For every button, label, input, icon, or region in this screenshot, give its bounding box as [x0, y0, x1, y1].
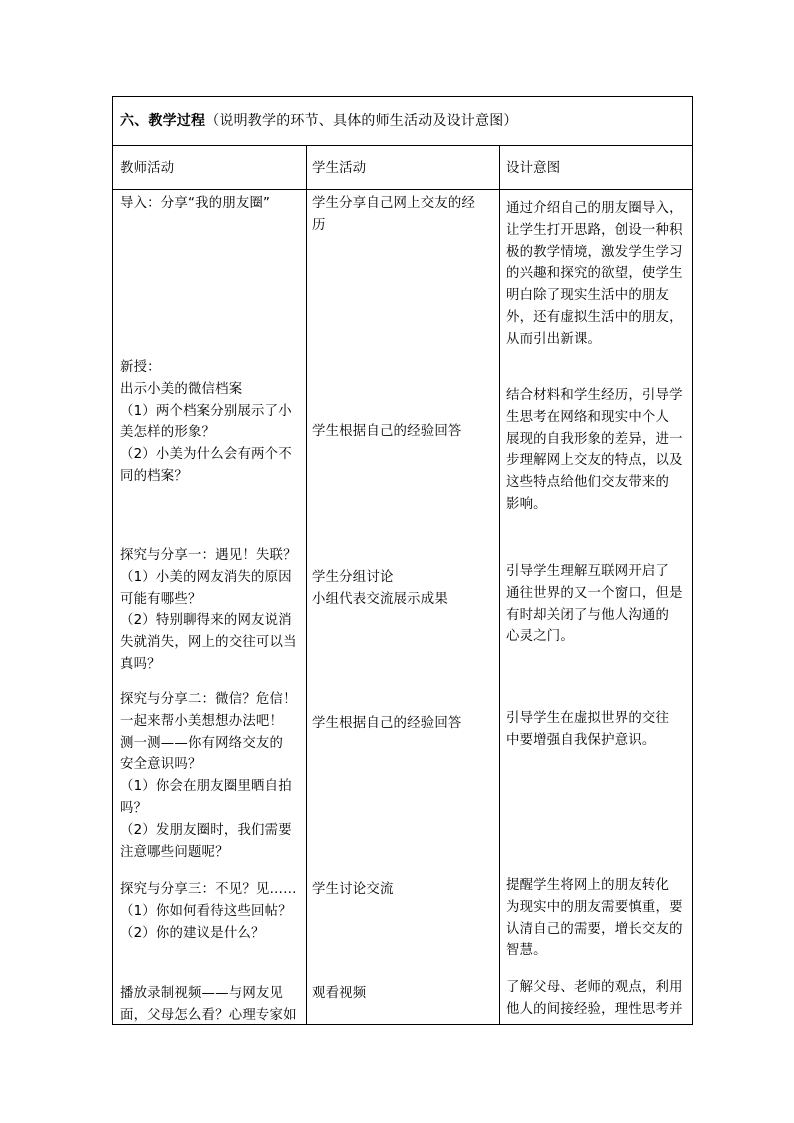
text-line: 可能有哪些？ — [120, 591, 202, 607]
text-line: 注意哪些问题呢？ — [120, 844, 229, 860]
text-line: 明白除了现实生活中的朋友 — [506, 288, 670, 304]
row-3-student — [312, 567, 448, 611]
section-title-note: （说明教学的环节、具体的师生活动及设计意图） — [205, 113, 518, 129]
text-line: 探究与分享三：不见？见…… — [120, 882, 297, 897]
row-3-design — [506, 561, 683, 648]
text-line: 智慧。 — [506, 943, 547, 959]
row-5-design — [506, 875, 683, 962]
row-1-design — [506, 198, 683, 351]
text-line: 小组代表交流展示成果 — [312, 591, 448, 607]
text-line: 引导学生在虚拟世界的交往 — [506, 711, 670, 726]
text-line: 出示小美的微信档案 — [120, 381, 243, 397]
section-title — [120, 111, 518, 131]
section-title-bold: 六、教学过程 — [120, 113, 206, 129]
header-student-activity: 学生活动 — [312, 161, 367, 176]
text-line: 极的教学情境，激发学生学习 — [506, 244, 683, 260]
text-line: 通过介绍自己的朋友圈导入， — [506, 201, 683, 216]
text-line: 心灵之门。 — [506, 629, 574, 645]
text-line: 观看视频 — [312, 986, 367, 1001]
text-line: 生思考在网络和现实中个人 — [506, 409, 670, 425]
row-4-student — [312, 713, 462, 735]
text-line: 这些特点给他们交友带来的 — [506, 475, 670, 491]
text-line: 安全意识吗？ — [120, 757, 202, 773]
text-line: 学生根据自己的经验回答 — [312, 424, 462, 439]
text-line: （2）发朋友圈时，我们需要 — [120, 822, 292, 838]
row-2-design — [506, 385, 683, 516]
row-4-teacher — [120, 689, 297, 863]
text-line: 让学生打开思路，创设一种积 — [506, 222, 683, 238]
header-divider — [113, 189, 692, 190]
text-line: 面，父母怎么看？心理专家如 — [120, 1007, 297, 1023]
row-6-design — [506, 977, 683, 1021]
text-line: 有时却关闭了与他人沟通的 — [506, 607, 670, 623]
text-line: （1）你如何看待这些回帖？ — [120, 903, 292, 919]
text-line: 影响。 — [506, 496, 547, 512]
text-line: 美怎样的形象？ — [120, 425, 216, 441]
text-line: 为现实中的朋友需要慎重，要 — [506, 899, 683, 915]
row-3-teacher — [120, 545, 297, 676]
text-line: 新授： — [120, 360, 161, 375]
text-line: 外，还有虚拟生活中的朋友， — [506, 309, 683, 325]
text-line: 失就消失，网上的交往可以当 — [120, 635, 297, 651]
text-line: （1）你会在朋友圈里晒自拍 — [120, 779, 292, 795]
text-line: 吗？ — [120, 800, 148, 816]
column-divider-1 — [306, 146, 307, 1024]
text-line: 学生讨论交流 — [312, 882, 394, 897]
row-5-teacher — [120, 879, 297, 944]
row-4-design — [506, 708, 669, 752]
text-line: 认清自己的需要，增长交友的 — [506, 921, 683, 937]
header-teacher-activity: 教师活动 — [120, 161, 175, 176]
teaching-process-table — [112, 96, 693, 1025]
text-line: （1）两个档案分别展示了小 — [120, 403, 292, 419]
text-line: 学生分组讨论 — [312, 570, 394, 585]
text-line: 学生根据自己的经验回答 — [312, 716, 462, 731]
text-line: 引导学生理解互联网开启了 — [506, 564, 670, 579]
text-line: 的兴趣和探究的欲望，使学生 — [506, 266, 683, 282]
text-line: 中要增强自我保护意识。 — [506, 732, 656, 748]
text-line: 真吗？ — [120, 656, 161, 672]
column-divider-2 — [499, 146, 500, 1024]
text-line: （2）特别聊得来的网友说消 — [120, 613, 292, 629]
title-divider — [113, 145, 692, 146]
text-line: 了解父母、老师的观点，利用 — [506, 980, 683, 995]
text-line: 导入：分享“我的朋友圈” — [120, 196, 271, 211]
header-design-intent: 设计意图 — [506, 161, 561, 176]
text-line: 从而引出新课。 — [506, 331, 602, 347]
text-line: （2）你的建议是什么？ — [120, 925, 265, 941]
row-2-teacher — [120, 357, 292, 488]
row-2-student — [312, 421, 462, 443]
text-line: 提醒学生将网上的朋友转化 — [506, 878, 670, 893]
text-line: 一起来帮小美想想办法吧！ — [120, 713, 284, 729]
text-line: 结合材料和学生经历，引导学 — [506, 388, 683, 403]
text-line: 同的档案？ — [120, 468, 188, 484]
row-1-student — [312, 193, 475, 237]
text-line: 探究与分享一：遇见！失联？ — [120, 548, 297, 563]
text-line: 步理解网上交友的特点，以及 — [506, 453, 683, 469]
text-line: 展现的自我形象的差异，进一 — [506, 431, 683, 447]
text-line: 他人的间接经验，理性思考并 — [506, 1001, 683, 1017]
text-line: 测一测——你有网络交友的 — [120, 735, 284, 751]
text-line: 播放录制视频——与网友见 — [120, 986, 284, 1001]
text-line: 探究与分享二：微信？危信！ — [120, 692, 297, 707]
text-line: （2）小美为什么会有两个不 — [120, 447, 292, 463]
text-line: 通往世界的又一个窗口，但是 — [506, 585, 683, 601]
text-line: （1）小美的网友消失的原因 — [120, 569, 292, 585]
text-line: 学生分享自己网上交友的经 — [312, 196, 476, 211]
row-1-teacher — [120, 193, 270, 215]
row-6-student — [312, 983, 366, 1005]
row-5-student — [312, 879, 394, 901]
row-6-teacher — [120, 983, 297, 1027]
text-line: 历 — [312, 217, 326, 233]
